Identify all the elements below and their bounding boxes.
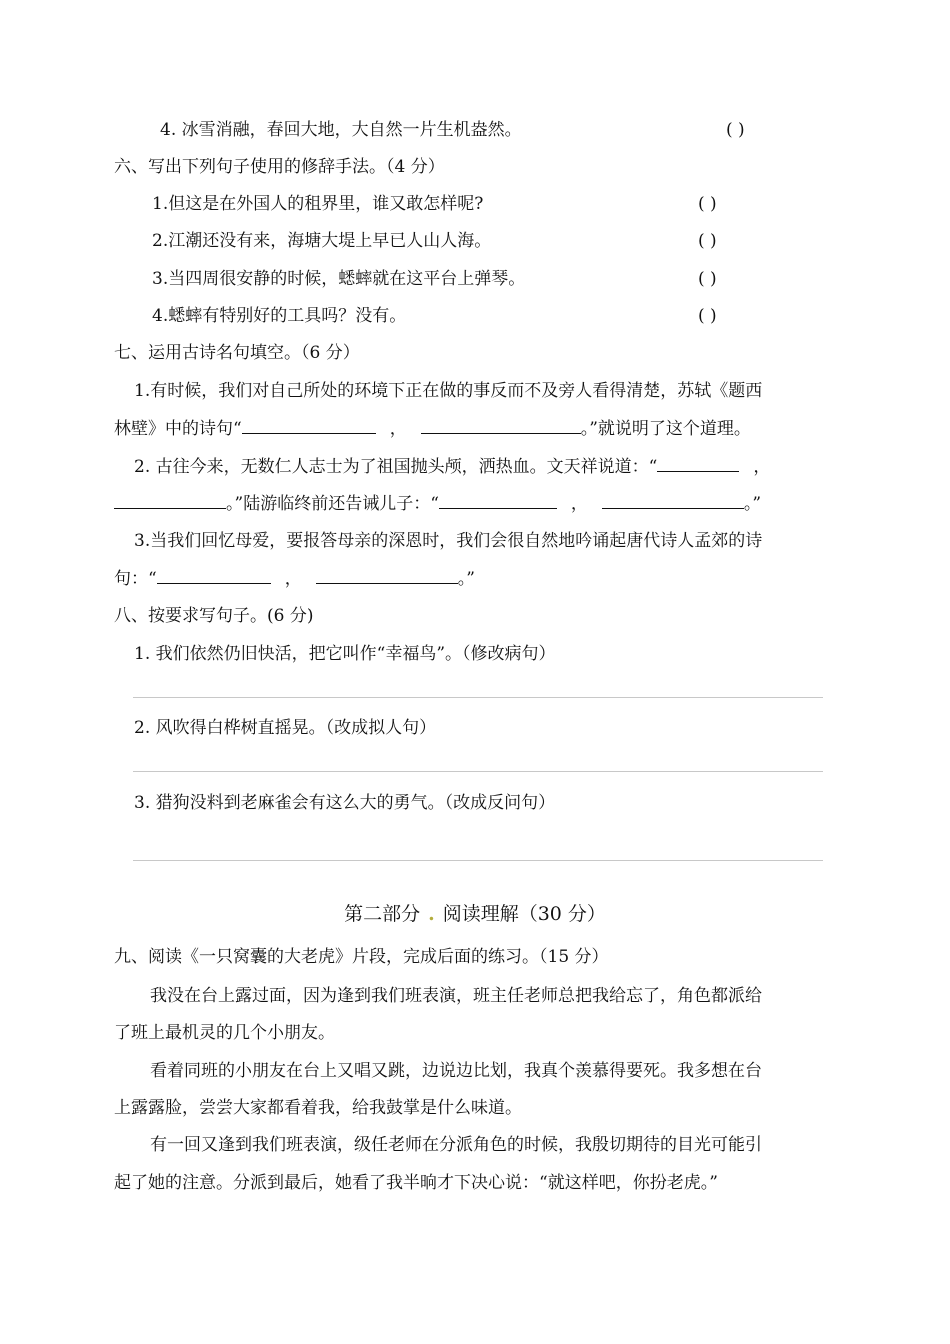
s6-item2-paren: ( ) xyxy=(698,231,717,251)
s9-p2-part-b: 又跳， xyxy=(371,1061,422,1081)
s7-q2-prefix: 2. 古往今来，无数仁人志士为了祖国抛头颅，洒热血。文天祥说道：“ xyxy=(134,457,658,477)
section9-heading: 九、阅读《一只窝囊的大老虎》片段，完成后面的练习。（15 分） xyxy=(114,947,609,967)
s7-q1-blank2[interactable] xyxy=(421,417,581,434)
section6-heading: 六、写出下列句子使用的修辞手法。（4 分） xyxy=(114,157,445,177)
s7-q3-line1: 3.当我们回忆母爱，要报答母亲的深恩时，我们会很自然地吟诵起唐代诗人孟郊的诗 xyxy=(134,531,763,551)
s8-answer-line2[interactable] xyxy=(133,771,823,772)
part2-title-dot: . xyxy=(428,903,435,925)
s7-q2-blank4[interactable] xyxy=(602,492,744,509)
s7-q2-blank1[interactable] xyxy=(657,455,739,472)
s6-item4-text: 4.蟋蟀有特别好的工具吗？没有。 xyxy=(152,306,407,326)
s9-p3-line2: 起了她的注意。分派到最后，她看了我半晌才下决心说：“就这样吧，你扮老虎。” xyxy=(114,1173,718,1193)
s7-q3-line2 xyxy=(114,567,475,590)
s7-q2-line1 xyxy=(134,455,770,478)
s7-q2-mid: 。”陆游临终前还告诫儿子：“ xyxy=(226,494,439,514)
part2-title xyxy=(0,902,950,926)
s6-item3-paren: ( ) xyxy=(698,269,717,289)
s6-item1-paren: ( ) xyxy=(698,194,717,214)
part2-title-b: 阅读理解（30 分） xyxy=(442,903,606,925)
section8-heading: 八、按要求写句子。(6 分) xyxy=(114,606,314,626)
s7-q1-blank1[interactable] xyxy=(242,417,376,434)
s5-item4-text: 4. 冰雪消融，春回大地，大自然一片生机盎然。 xyxy=(160,120,522,140)
s7-q2-comma2: ， xyxy=(570,494,588,514)
s7-q3-suffix: 。” xyxy=(457,569,475,589)
s7-q2-comma1: ， xyxy=(753,457,771,477)
s7-q2-blank2[interactable] xyxy=(114,492,226,509)
s7-q1-suffix: 。”就说明了这个道理。 xyxy=(580,419,751,439)
part2-title-a: 第二部分 xyxy=(344,903,421,925)
s7-q3-blank2[interactable] xyxy=(316,567,458,584)
s9-p2-line1 xyxy=(150,1060,762,1082)
section7-heading: 七、运用古诗名句填空。（6 分） xyxy=(114,343,360,363)
s9-p1-line1: 我没在台上露过面，因为逢到我们班表演，班主任老师总把我给忘了，角色都派给 xyxy=(150,986,762,1006)
s6-item3-text: 3.当四周很安静的时候，蟋蟀就在这平台上弹琴。 xyxy=(152,269,526,289)
s8-answer-line3[interactable] xyxy=(133,860,823,861)
s7-q2-blank3[interactable] xyxy=(439,492,557,509)
s7-q2-line2 xyxy=(114,492,761,515)
s8-item2: 2. 风吹得白桦树直摇晃。（改成拟人句） xyxy=(134,718,437,738)
s8-item3: 3. 猎狗没料到老麻雀会有这么大的勇气。（改成反问句） xyxy=(134,793,556,813)
s7-q1-line2 xyxy=(114,417,751,440)
s9-p2-part-a: 看着同班的小朋友在台上又唱 xyxy=(150,1061,371,1081)
s5-item4-paren: ( ) xyxy=(726,120,745,140)
s8-answer-line1[interactable] xyxy=(133,697,823,698)
s7-q1-comma: ， xyxy=(389,419,407,439)
s7-q3-blank1[interactable] xyxy=(157,567,271,584)
s6-item4-paren: ( ) xyxy=(698,306,717,326)
s9-p2-part-c: 边说边比划，我真个羡慕得要死。我多想在台 xyxy=(422,1061,762,1081)
s7-q3-prefix: 句：“ xyxy=(114,569,157,589)
s6-item1-text: 1.但这是在外国人的租界里，谁又敢怎样呢? xyxy=(152,194,484,214)
s9-p1-line2: 了班上最机灵的几个小朋友。 xyxy=(114,1023,335,1043)
s7-q3-comma: ， xyxy=(284,569,302,589)
s7-q1-prefix: 林壁》中的诗句“ xyxy=(114,419,242,439)
s6-item2-text: 2.江潮还没有来，海塘大堤上早已人山人海。 xyxy=(152,231,492,251)
s9-p3-line1: 有一回又逢到我们班表演，级任老师在分派角色的时候，我殷切期待的目光可能引 xyxy=(150,1135,762,1155)
s7-q1-line1: 1.有时候，我们对自己所处的环境下正在做的事反而不及旁人看得清楚，苏轼《题西 xyxy=(134,381,763,401)
s8-item1: 1. 我们依然仍旧快活，把它叫作“幸福鸟”。（修改病句） xyxy=(134,644,556,664)
s9-p2-line2: 上露露脸，尝尝大家都看着我，给我鼓掌是什么味道。 xyxy=(114,1098,522,1118)
s7-q2-suffix: 。” xyxy=(743,494,762,514)
